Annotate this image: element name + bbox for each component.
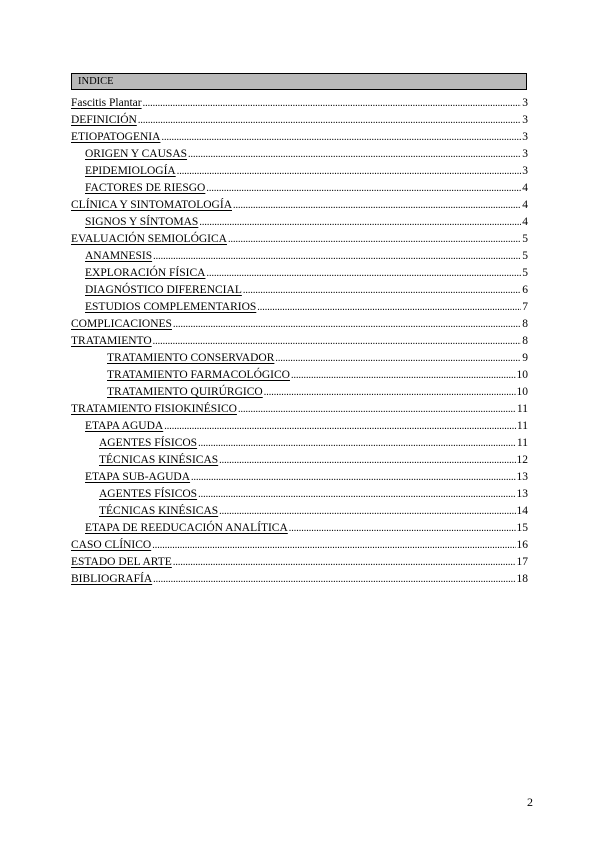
toc-leader-dots	[206, 265, 521, 282]
toc-entry-title[interactable]: TRATAMIENTO FARMACOLÓGICO	[107, 369, 290, 381]
toc-entry[interactable]	[71, 350, 528, 367]
toc-entry[interactable]	[71, 520, 528, 537]
toc-leader-dots	[257, 299, 521, 316]
toc-entry-title[interactable]: ORIGEN Y CAUSAS	[85, 148, 188, 160]
toc-entry-page: 10	[516, 369, 528, 381]
toc-leader-dots	[138, 112, 521, 129]
toc-entry-title[interactable]: EXPLORACIÓN FÍSICA	[85, 267, 206, 279]
toc-entry[interactable]	[71, 180, 528, 197]
toc-entry[interactable]	[71, 265, 528, 282]
toc-entry-page: 17	[516, 556, 528, 568]
toc-leader-dots	[188, 146, 521, 163]
toc-entry-title[interactable]: DIAGNÓSTICO DIFERENCIAL	[85, 284, 242, 296]
toc-entry-page: 3	[522, 148, 528, 160]
toc-leader-dots	[219, 452, 515, 469]
toc-leader-dots	[275, 350, 521, 367]
toc-leader-dots	[173, 316, 521, 333]
toc-leader-dots	[153, 248, 521, 265]
toc-entry-title[interactable]: EPIDEMIOLOGÍA	[85, 165, 176, 177]
toc-entry-page: 8	[522, 335, 528, 347]
toc-entry[interactable]	[71, 112, 528, 129]
toc-entry-page: 4	[522, 182, 528, 194]
toc-leader-dots	[164, 418, 516, 435]
toc-entry[interactable]	[71, 469, 528, 486]
toc-entry-title[interactable]: FACTORES DE RIESGO	[85, 182, 206, 194]
toc-entry[interactable]	[71, 129, 528, 146]
toc-entry-title[interactable]: BIBLIOGRAFÍA	[71, 573, 153, 585]
toc-entry-page: 15	[516, 522, 528, 534]
toc-entry-title[interactable]: ETAPA SUB-AGUDA	[85, 471, 191, 483]
toc-entry-page: 4	[522, 199, 528, 211]
toc-leader-dots	[206, 180, 521, 197]
index-header	[71, 73, 527, 90]
toc-entry-title[interactable]: ANAMNESIS	[85, 250, 153, 262]
toc-entry[interactable]	[71, 299, 528, 316]
toc-entry-page: 16	[516, 539, 528, 551]
toc-entry[interactable]	[71, 452, 528, 469]
toc-leader-dots	[219, 503, 515, 520]
toc-entry[interactable]	[71, 333, 528, 350]
toc-leader-dots	[243, 282, 521, 299]
toc-entry-page: 14	[516, 505, 528, 517]
toc-entry[interactable]	[71, 537, 528, 554]
toc-entry-title[interactable]: ETIOPATOGENIA	[71, 131, 161, 143]
toc-entry-page: 6	[522, 284, 528, 296]
toc-entry-page: 3	[522, 165, 528, 177]
toc-entry-page: 9	[522, 352, 528, 364]
toc-entry-title[interactable]: CLÍNICA Y SINTOMATOLOGÍA	[71, 199, 232, 211]
toc-entry-page: 3	[522, 97, 528, 109]
toc-entry[interactable]	[71, 367, 528, 384]
toc-leader-dots	[143, 95, 522, 112]
toc-entry-page: 18	[516, 573, 528, 585]
toc-entry[interactable]	[71, 384, 528, 401]
toc-leader-dots	[238, 401, 516, 418]
toc-entry-title[interactable]: AGENTES FÍSICOS	[99, 488, 198, 500]
toc-entry[interactable]	[71, 503, 528, 520]
toc-entry-page: 8	[522, 318, 528, 330]
toc-entry-page: 3	[522, 114, 528, 126]
toc-entry[interactable]	[71, 248, 528, 265]
toc-leader-dots	[199, 214, 521, 231]
toc-leader-dots	[264, 384, 516, 401]
toc-entry-page: 5	[522, 267, 528, 279]
toc-leader-dots	[198, 435, 516, 452]
toc-leader-dots	[173, 554, 516, 571]
toc-entry[interactable]	[71, 214, 528, 231]
toc-entry[interactable]	[71, 401, 528, 418]
toc-entry-title[interactable]: CASO CLÍNICO	[71, 539, 152, 551]
toc-entry-title[interactable]: TÉCNICAS KINÉSICAS	[99, 454, 219, 466]
toc-leader-dots	[177, 163, 522, 180]
toc-entry[interactable]	[71, 435, 528, 452]
toc-entry-page: 3	[522, 131, 528, 143]
toc-entry-title[interactable]: DEFINICIÓN	[71, 114, 137, 126]
toc-entry[interactable]	[71, 282, 528, 299]
toc-entry[interactable]	[71, 163, 528, 180]
toc-leader-dots	[228, 231, 521, 248]
toc-entry-page: 7	[522, 301, 528, 313]
toc-entry-page: 10	[516, 386, 528, 398]
toc-leader-dots	[291, 367, 516, 384]
toc-entry-title[interactable]: ETAPA DE REEDUCACIÓN ANALÍTICA	[85, 522, 288, 534]
toc-entry-title[interactable]: Fascitis Plantar	[71, 97, 142, 109]
toc-entry[interactable]	[71, 146, 528, 163]
toc-entry-title[interactable]: TRATAMIENTO CONSERVADOR	[107, 352, 275, 364]
toc-leader-dots	[289, 520, 516, 537]
toc-entry[interactable]	[71, 418, 528, 435]
toc-entry[interactable]	[71, 486, 528, 503]
toc-entry-page: 5	[522, 250, 528, 262]
toc-entry-page: 12	[516, 454, 528, 466]
toc-entry-title[interactable]: TRATAMIENTO QUIRÚRGICO	[107, 386, 263, 398]
toc-entry[interactable]	[71, 571, 528, 588]
toc-entry-page: 4	[522, 216, 528, 228]
toc-entry-title[interactable]: COMPLICACIONES	[71, 318, 172, 330]
toc-leader-dots	[233, 197, 521, 214]
toc-entry[interactable]	[71, 95, 528, 112]
toc-entry-title[interactable]: TRATAMIENTO FISIOKINÉSICO	[71, 403, 237, 415]
toc-entry-title[interactable]: TÉCNICAS KINÉSICAS	[99, 505, 219, 517]
index-title: INDICE	[78, 76, 114, 87]
toc-entry-title[interactable]: ESTADO DEL ARTE	[71, 556, 172, 568]
toc-entry-page: 11	[516, 420, 528, 432]
toc-entry-title[interactable]: AGENTES FÍSICOS	[99, 437, 198, 449]
toc-entry[interactable]	[71, 231, 528, 248]
toc-leader-dots	[191, 469, 515, 486]
toc-leader-dots	[198, 486, 515, 503]
toc-entry-page: 11	[516, 403, 528, 415]
toc-entry-page: 5	[522, 233, 528, 245]
toc-entry-title[interactable]: EVALUACIÓN SEMIOLÓGICA	[71, 233, 227, 245]
toc-leader-dots	[153, 333, 522, 350]
toc-entry[interactable]	[71, 316, 528, 333]
toc-leader-dots	[153, 571, 515, 588]
toc-entry-title[interactable]: ETAPA AGUDA	[85, 420, 164, 432]
toc-entry-title[interactable]: ESTUDIOS COMPLEMENTARIOS	[85, 301, 257, 313]
toc-entry-title[interactable]: SIGNOS Y SÍNTOMAS	[85, 216, 199, 228]
toc-leader-dots	[161, 129, 521, 146]
page-number: 2	[527, 795, 533, 809]
toc-entry-page: 11	[516, 437, 528, 449]
toc-leader-dots	[152, 537, 515, 554]
toc-entry[interactable]	[71, 554, 528, 571]
toc-entry-title[interactable]: TRATAMIENTO	[71, 335, 152, 347]
toc-entry-page: 13	[516, 471, 528, 483]
toc-entry-page: 13	[516, 488, 528, 500]
toc-entry[interactable]	[71, 197, 528, 214]
table-of-contents	[71, 95, 528, 588]
